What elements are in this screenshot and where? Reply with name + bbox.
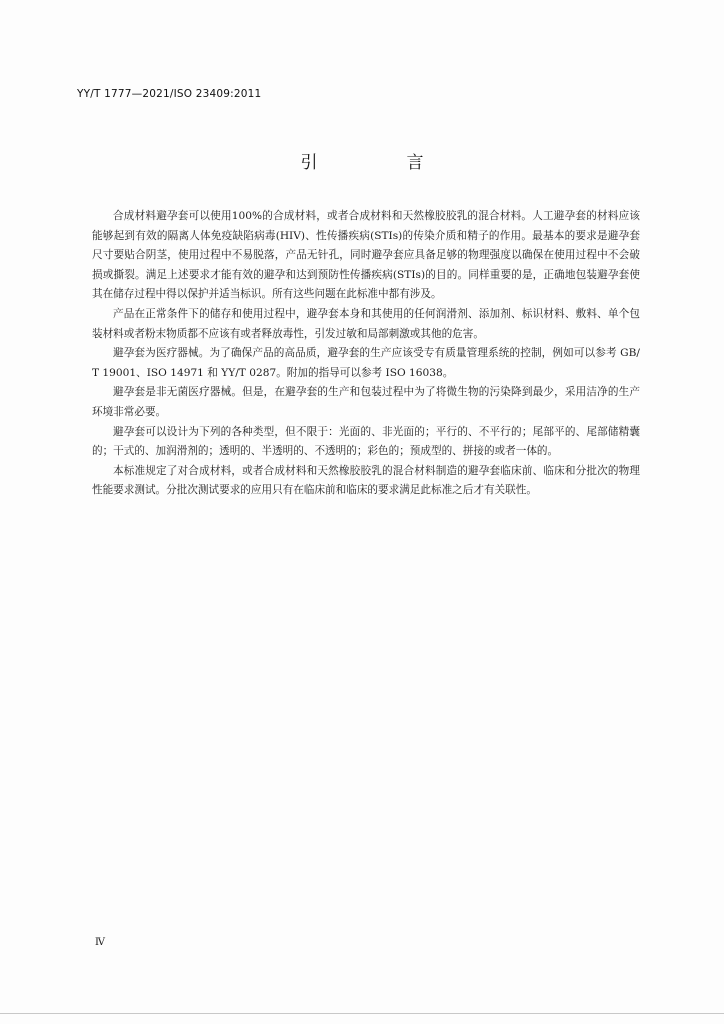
paragraph: 避孕套是非无菌医疗器械。但是，在避孕套的生产和包装过程中为了将微生物的污染降到最少，采用洁净的生产环境非常必要。 <box>92 386 640 418</box>
paragraph: 避孕套为医疗器械。为了确保产品的高品质，避孕套的生产应该受专有质量管理系统的控制，例如可以参考 GB/T 19001、ISO 14971 和 YY/T 0287。附加的指导可以参考 ISO 16038。 <box>92 347 640 379</box>
paragraph: 本标准规定了对合成材料，或者合成材料和天然橡胶胶乳的混合材料制造的避孕套临床前、临床和分批次的物理性能要求测试。分批次测试要求的应用只有在临床前和临床的要求满足此标准之后才有关联性。 <box>92 464 640 497</box>
standard-code: YY/T 1777—2021/ISO 23409:2011 <box>77 88 262 100</box>
bottom-divider <box>0 1013 724 1014</box>
paragraph: 产品在正常条件下的储存和使用过程中，避孕套本身和其使用的任何润滑剂、添加剂、标识材料、敷料、单个包装材料或者粉末物质都不应该有或者释放毒性，引发过敏和局部刺激或其他的危害。 <box>92 307 640 340</box>
paragraph: 避孕套可以设计为下列的各种类型，但不限于：光面的、非光面的；平行的、不平行的；尾部平的、尾部储精囊的；干式的、加润滑剂的；透明的、半透明的、不透明的；彩色的；预成型的、拼接的或者一体的。 <box>92 425 640 458</box>
paragraph: 合成材料避孕套可以使用100%的合成材料，或者合成材料和天然橡胶胶乳的混合材料。人工避孕套的材料应该能够起到有效的隔离人体免疫缺陷病毒(HIV)、性传播疾病(STIs)的传染介质和精子的作用。最基本的要求是避孕套尺寸要贴合阴茎，使用过程中不易脱落，产品无针孔，同时避孕套应具备足够的物理强度以确保在使用过程中不会破损或撕裂。满足上述要求才能有效的避孕和达到预防性传播疾病(STIs)的目的。同样重要的是，正确地包装避孕套使其在储存过程中得以保护并适当标识。所有这些问题在此标准中都有涉及。 <box>92 210 640 301</box>
page-number: Ⅳ <box>95 937 105 948</box>
body-text <box>92 207 640 501</box>
section-title: 引 言 <box>300 153 460 173</box>
